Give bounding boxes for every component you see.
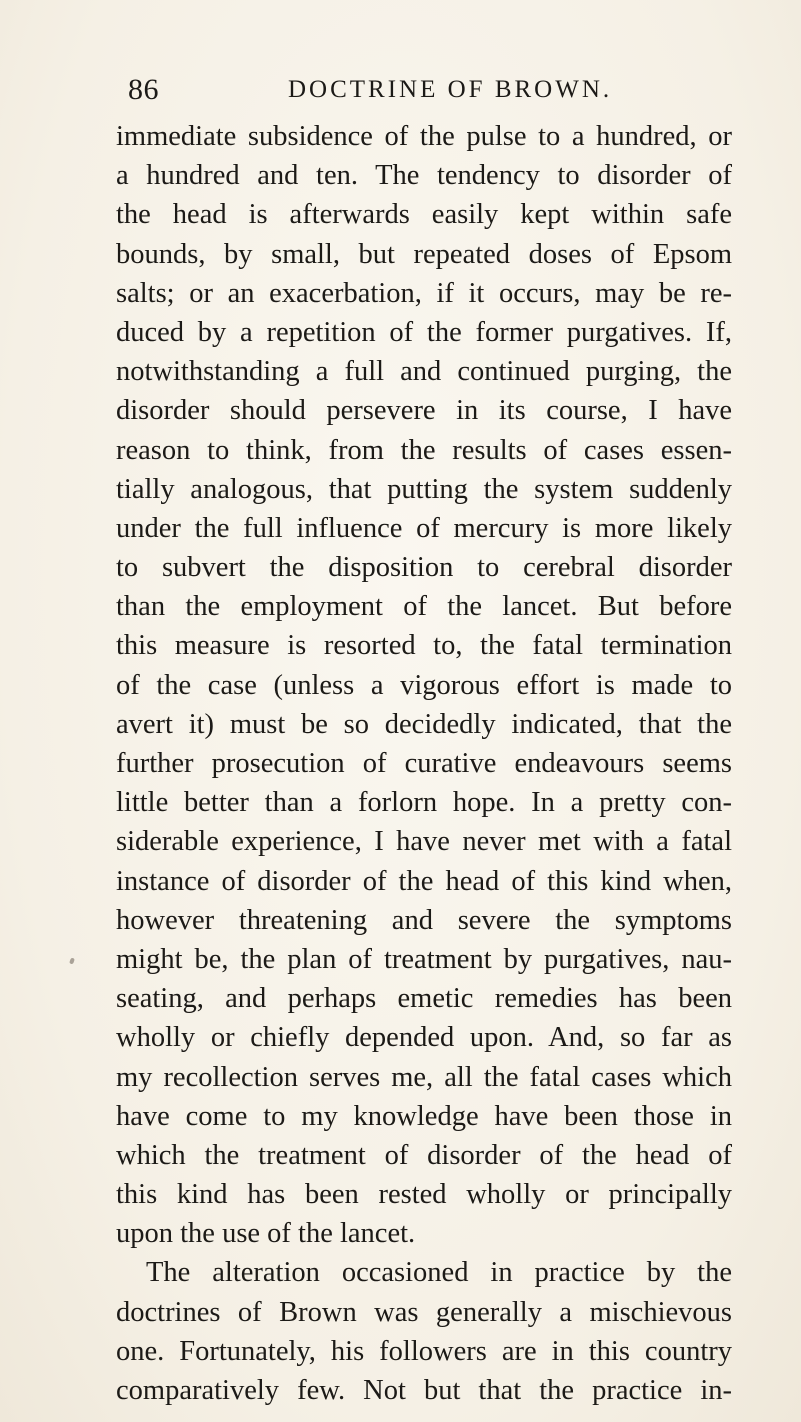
text-line: duced by a repetition of the former purgatives. If, — [116, 316, 732, 348]
text-line: this kind has been rested wholly or principally — [116, 1179, 732, 1211]
text-line: a hundred and ten. The tendency to disorder of — [116, 160, 732, 192]
text-line: siderable experience, I have never met with a fatal — [116, 826, 732, 858]
text-line: instance of disorder of the head of this kind when, — [116, 865, 732, 897]
text-line: upon the use of the lancet. — [116, 1218, 416, 1250]
text-line: further prosecution of curative endeavours seems — [116, 748, 732, 779]
text-line: reason to think, from the results of cases essen- — [116, 434, 732, 466]
text-line: disorder should persevere in its course, I have — [116, 395, 732, 427]
text-line: have come to my knowledge have been those in — [116, 1100, 732, 1132]
text-line: seating, and perhaps emetic remedies has been — [116, 983, 732, 1015]
body-text — [116, 117, 732, 1410]
text-line: however threatening and severe the symptoms — [116, 904, 732, 936]
text-line: immediate subsidence of the pulse to a hundred, or — [116, 121, 732, 152]
text-line: this measure is resorted to, the fatal termination — [116, 630, 732, 662]
text-line: one. Fortunately, his followers are in this country — [116, 1335, 732, 1367]
text-line: the head is afterwards easily kept within safe — [116, 199, 732, 231]
text-line: under the full influence of mercury is more likely — [116, 512, 732, 544]
text-line: doctrines of Brown was generally a mischievous — [116, 1296, 732, 1328]
text-line: avert it) must be so decidedly indicated, that the — [116, 708, 732, 740]
text-line: might be, the plan of treatment by purgatives, nau- — [116, 943, 732, 975]
running-title: DOCTRINE OF BROWN. — [288, 76, 613, 103]
text-line: tially analogous, that putting the system suddenly — [116, 473, 732, 505]
text-line: than the employment of the lancet. But before — [116, 591, 732, 623]
text-line: comparatively few. Not but that the practice in- — [116, 1375, 732, 1406]
text-line: notwithstanding a full and continued purging, the — [116, 356, 732, 388]
paper-speck — [69, 957, 75, 964]
text-line: The alteration occasioned in practice by the — [146, 1257, 732, 1289]
text-line: my recollection serves me, all the fatal cases which — [116, 1061, 732, 1093]
running-head — [128, 70, 728, 110]
page-number: 86 — [128, 73, 159, 106]
text-line: salts; or an exacerbation, if it occurs, may be re- — [116, 277, 732, 309]
text-line: which the treatment of disorder of the head of — [116, 1139, 732, 1171]
text-line: little better than a forlorn hope. In a pretty con- — [116, 787, 732, 819]
text-line: wholly or chiefly depended upon. And, so far as — [116, 1022, 732, 1054]
text-line: of the case (unless a vigorous effort is made to — [116, 669, 732, 701]
text-line: bounds, by small, but repeated doses of Epsom — [116, 238, 732, 270]
text-line: to subvert the disposition to cerebral disorder — [116, 552, 732, 584]
